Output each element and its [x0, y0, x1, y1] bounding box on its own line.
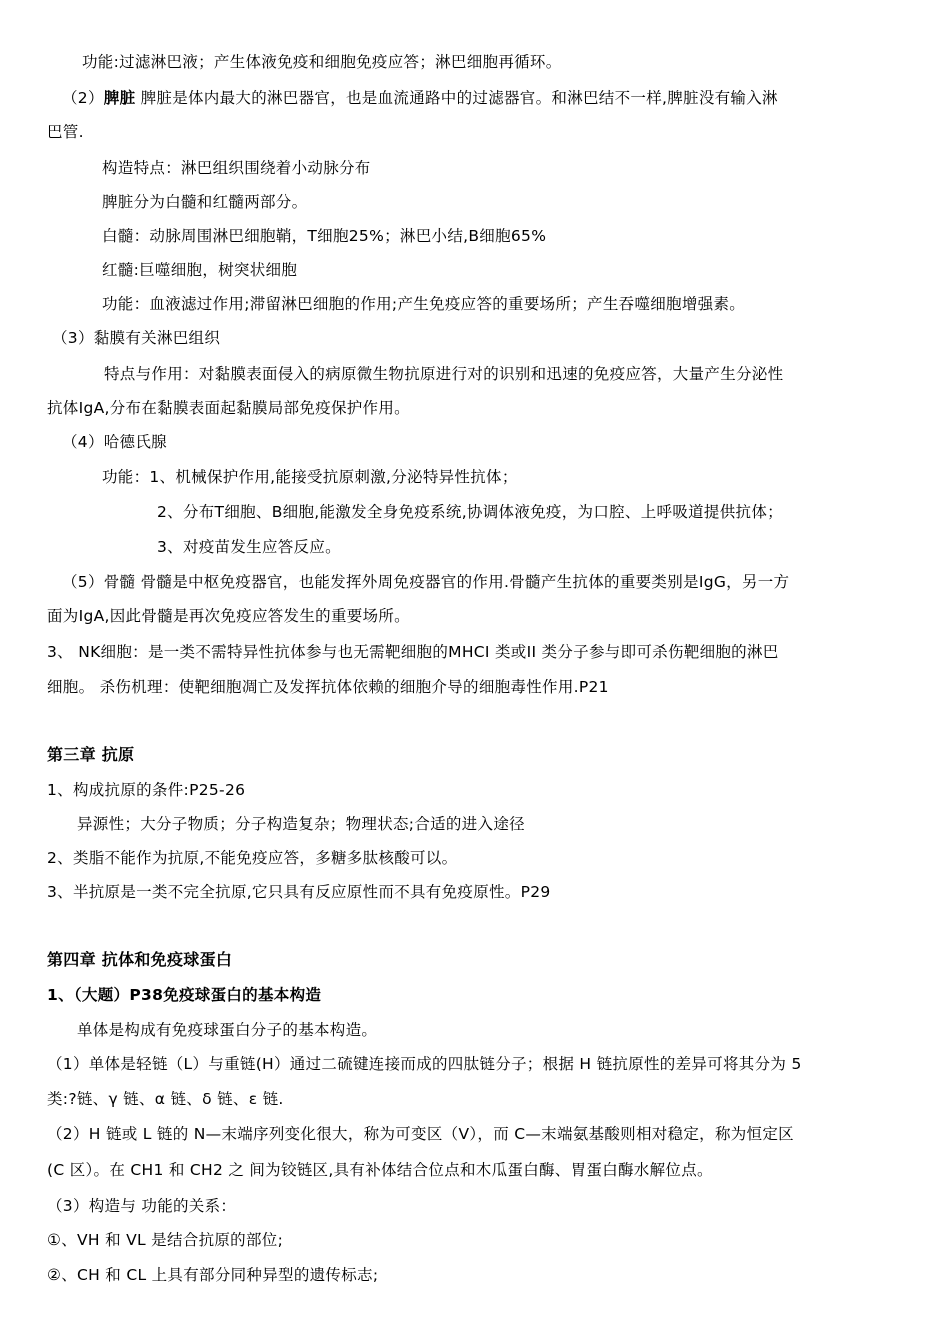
- text-line: 类:?链、γ 链、α 链、δ 链、ε 链.: [47, 1090, 284, 1108]
- text-line: 功能:过滤淋巴液；产生体液免疫和细胞免疫应答；淋巴细胞再循环。: [82, 53, 562, 71]
- text-line: 1、构成抗原的条件:P25-26: [47, 781, 246, 799]
- subsection-heading: 1、（大题）P38免疫球蛋白的基本构造: [47, 986, 322, 1004]
- section-term: 脾脏: [103, 89, 136, 107]
- text-line: ①、VH 和 VL 是结合抗原的部位;: [47, 1231, 284, 1249]
- text-line: 巴管.: [47, 123, 84, 141]
- text-line: 白髓：动脉周围淋巴细胞鞘，T细胞25%；淋巴小结,B细胞65%: [102, 227, 547, 245]
- text-line: ②、CH 和 CL 上具有部分同种异型的遗传标志;: [47, 1266, 379, 1284]
- chapter-heading: 第三章 抗原: [47, 745, 135, 764]
- text-line: 细胞。 杀伤机理：使靶细胞凋亡及发挥抗体依赖的细胞介导的细胞毒性作用.P21: [47, 678, 609, 696]
- text-line: 抗体IgA,分布在黏膜表面起黏膜局部免疫保护作用。: [47, 399, 410, 417]
- text-line: 2、分布T细胞、B细胞,能激发全身免疫系统,协调体液免疫，为口腔、上呼吸道提供抗体；: [157, 503, 783, 521]
- text-line: 特点与作用：对黏膜表面侵入的病原微生物抗原进行对的识别和迅速的免疫应答，大量产生分泌性: [104, 365, 784, 383]
- text-line: [62, 88, 778, 108]
- text-line: 面为IgA,因此骨髓是再次免疫应答发生的重要场所。: [47, 607, 410, 625]
- text-line: 2、类脂不能作为抗原,不能免疫应答，多糖多肽核酸可以。: [47, 849, 458, 867]
- chapter-heading: 第四章 抗体和免疫球蛋白: [47, 950, 233, 969]
- text-span: （2）: [62, 89, 104, 107]
- text-span: 脾脏是体内最大的淋巴器官，也是血流通路中的过滤器官。和淋巴结不一样,脾脏没有输入淋: [135, 89, 778, 107]
- text-line: 3、半抗原是一类不完全抗原,它只具有反应原性而不具有免疫原性。P29: [47, 883, 551, 901]
- text-line: 单体是构成有免疫球蛋白分子的基本构造。: [77, 1021, 378, 1039]
- text-line: （4）哈德氏腺: [62, 433, 167, 451]
- text-line: （3）黏膜有关淋巴组织: [52, 329, 221, 347]
- text-line: （2）H 链或 L 链的 N—末端序列变化很大，称为可变区（V），而 C—末端氨基酸则相对稳定，称为恒定区: [47, 1125, 794, 1143]
- text-line: 功能：1、机械保护作用,能接受抗原刺激,分泌特异性抗体；: [102, 468, 518, 486]
- text-line: 3、 NK细胞：是一类不需特异性抗体参与也无需靶细胞的MHCI 类或II 类分子参与即可杀伤靶细胞的淋巴: [47, 643, 779, 661]
- text-line: （3）构造与 功能的关系：: [47, 1197, 237, 1215]
- text-line: 3、对疫苗发生应答反应。: [157, 538, 341, 556]
- text-line: 脾脏分为白髓和红髓两部分。: [102, 193, 308, 211]
- text-line: (C 区）。在 CH1 和 CH2 之 间为铰链区,具有补体结合位点和木瓜蛋白酶、胃蛋白酶水解位点。: [47, 1161, 713, 1179]
- text-line: （5）骨髓 骨髓是中枢免疫器官，也能发挥外周免疫器官的作用.骨髓产生抗体的重要类别是IgG，另一方: [62, 573, 790, 591]
- text-line: 红髓:巨噬细胞，树突状细胞: [102, 261, 298, 279]
- text-line: 功能：血液滤过作用;滞留淋巴细胞的作用;产生免疫应答的重要场所；产生吞噬细胞增强素。: [102, 295, 746, 313]
- text-line: （1）单体是轻链（L）与重链(H）通过二硫键连接而成的四肽链分子；根据 H 链抗原性的差异可将其分为 5: [47, 1055, 802, 1073]
- text-line: 构造特点：淋巴组织围绕着小动脉分布: [102, 159, 371, 177]
- text-line: 异源性；大分子物质；分子构造复杂；物理状态;合适的进入途径: [77, 815, 525, 833]
